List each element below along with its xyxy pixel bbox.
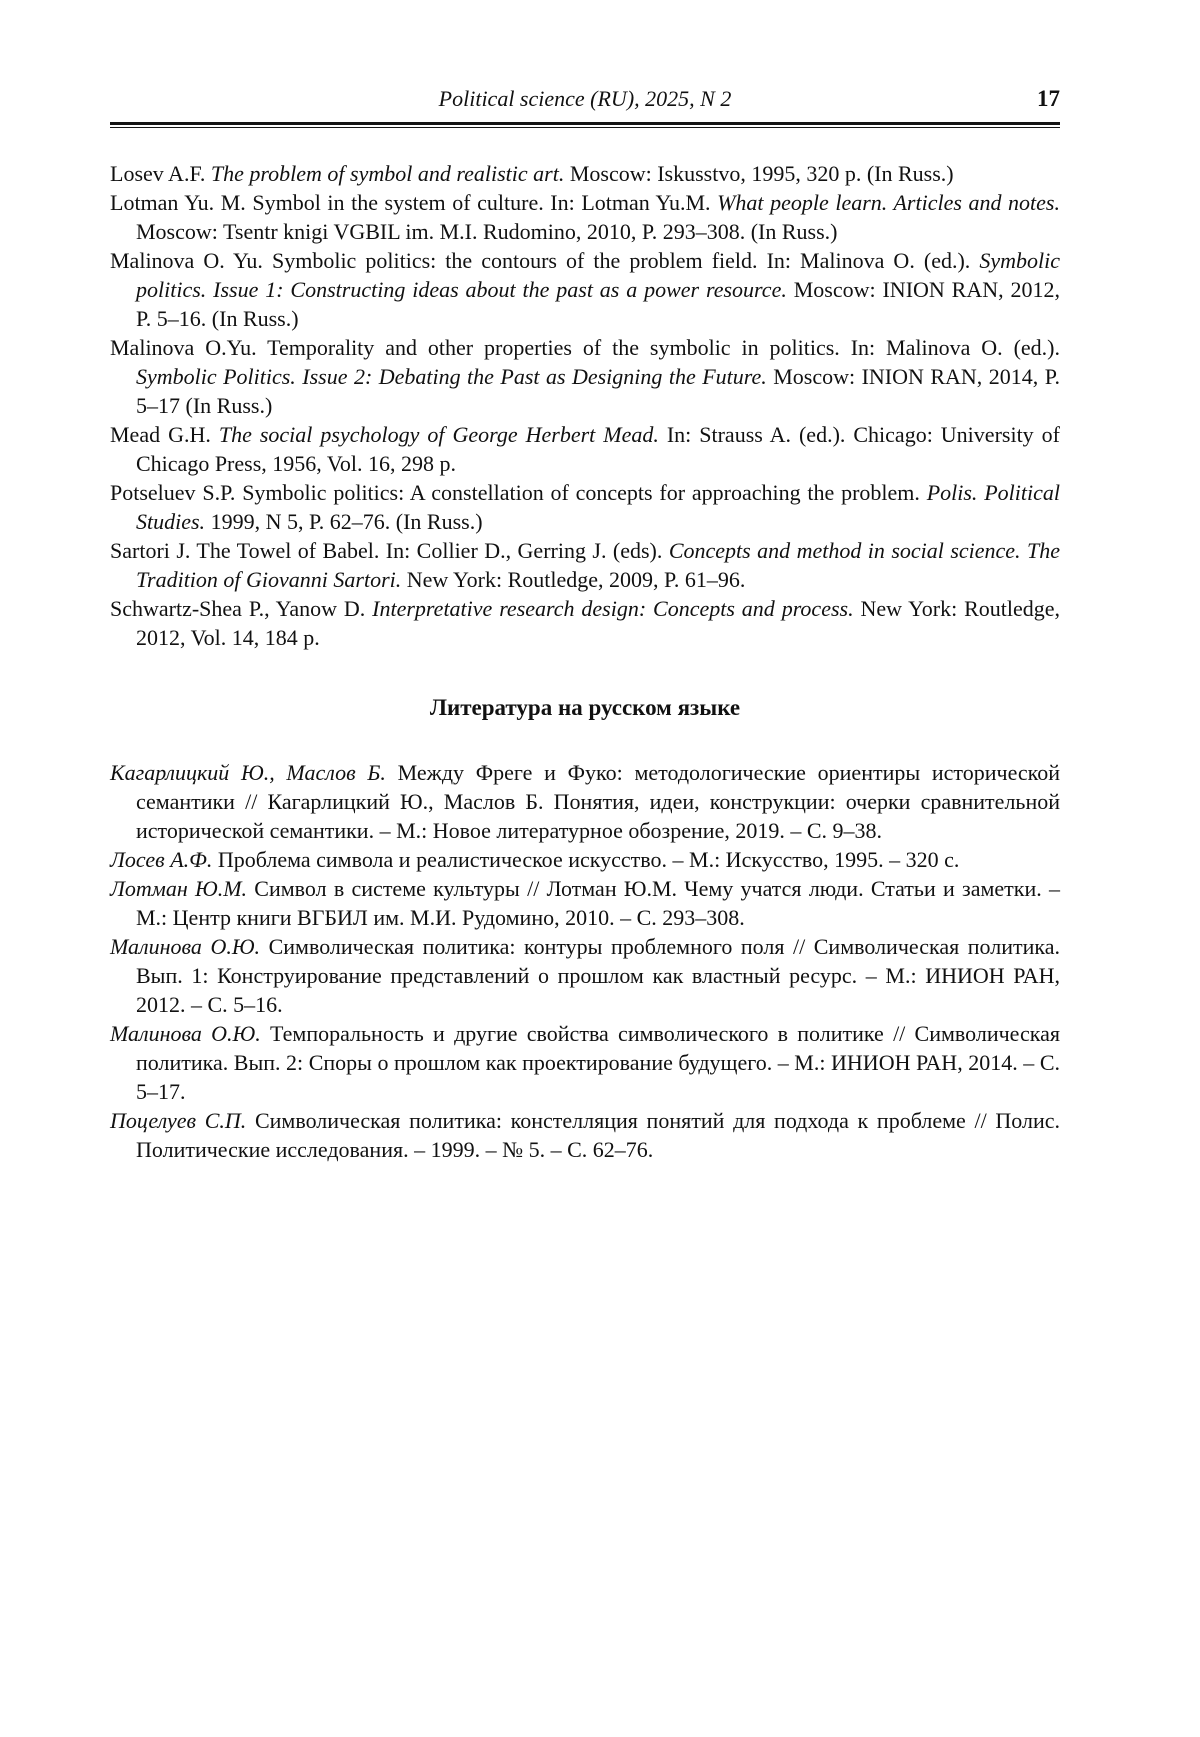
reference-segment-italic: Малинова О.Ю. bbox=[110, 1021, 261, 1046]
reference-segment: Символ в системе культуры // Лотман Ю.М. Чему учатся люди. Статьи и заметки. – М.: Центр книги ВГБИЛ им. М.И. Рудомино, 2010. – С. 293–308. bbox=[136, 876, 1061, 930]
reference-entry bbox=[110, 478, 1060, 536]
reference-entry bbox=[110, 1019, 1060, 1106]
reference-segment-italic: Лосев А.Ф. bbox=[110, 847, 213, 872]
header-double-rule bbox=[110, 122, 1060, 128]
reference-segment: Между Фреге и Фуко: методологические ориентиры исторической семантики // Кагарлицкий Ю., Маслов Б. Понятия, идеи, конструкции: очерки сравнительной исторической семантики. – М.: Новое литературное обозрение, 2019. – С. 9–38. bbox=[136, 760, 1061, 843]
reference-segment-italic: Symbolic politics. Issue 1: Constructing ideas about the past as a power resource. bbox=[136, 248, 1060, 302]
reference-segment-italic: Symbolic Politics. Issue 2: Debating the Past as Designing the Future. bbox=[136, 364, 767, 389]
reference-segment-italic: Малинова О.Ю. bbox=[110, 934, 261, 959]
reference-segment: Символическая политика: констелляция понятий для подхода к проблеме // Полис. Политические исследования. – 1999. – № 5. – С. 62–76. bbox=[136, 1108, 1060, 1162]
reference-segment-italic: Interpretative research design: Concepts and process. bbox=[372, 596, 854, 621]
reference-entry bbox=[110, 758, 1060, 845]
section-heading-russian-literature: Литература на русском языке bbox=[429, 695, 741, 720]
rule-thin-line bbox=[110, 127, 1060, 128]
reference-segment: Moscow: Tsentr knigi VGBIL im. M.I. Rudomino, 2010, P. 293–308. (In Russ.) bbox=[136, 219, 838, 244]
reference-segment: Malinova O. Yu. Symbolic politics: the contours of the problem field. In: Malinova O. (ed.). bbox=[110, 248, 980, 273]
reference-entry bbox=[110, 594, 1060, 652]
reference-entry bbox=[110, 159, 1060, 188]
reference-segment: Losev A.F. bbox=[110, 161, 211, 186]
reference-segment: Moscow: INION RAN, 2014, P. 5–17 (In Russ.) bbox=[136, 364, 1060, 418]
reference-segment-italic: The problem of symbol and realistic art. bbox=[210, 161, 565, 186]
journal-running-title: Political science (RU), 2025, N 2 bbox=[438, 86, 732, 111]
reference-segment: In: Strauss A. (ed.). Chicago: University of Chicago Press, 1956, Vol. 16, 298 p. bbox=[136, 422, 1060, 476]
reference-segment: Mead G.H. bbox=[110, 422, 219, 447]
reference-segment-italic: Поцелуев С.П. bbox=[110, 1108, 247, 1133]
reference-segment-italic: Polis. Political Studies. bbox=[136, 480, 1060, 534]
reference-segment-italic: Кагарлицкий Ю., Маслов Б. bbox=[110, 760, 386, 785]
reference-segment: Sartori J. The Towel of Babel. In: Collier D., Gerring J. (eds). bbox=[110, 538, 669, 563]
reference-segment: Schwartz-Shea P., Yanow D. bbox=[110, 596, 373, 621]
reference-entry bbox=[110, 246, 1060, 333]
reference-entry bbox=[110, 188, 1060, 246]
reference-entry bbox=[110, 420, 1060, 478]
reference-entry bbox=[110, 333, 1060, 420]
reference-segment: New York: Routledge, 2009, P. 61–96. bbox=[401, 567, 746, 592]
references-english bbox=[110, 159, 1060, 652]
reference-segment: Символическая политика: контуры проблемного поля // Символическая политика. Вып. 1: Конструирование представлений о прошлом как властный ресурс. – М.: ИНИОН РАН, 2012. – С. 5–16. bbox=[136, 934, 1060, 1017]
reference-segment: Проблема символа и реалистическое искусство. – М.: Искусство, 1995. – 320 с. bbox=[212, 847, 960, 872]
reference-segment: Lotman Yu. M. Symbol in the system of culture. In: Lotman Yu.M. bbox=[110, 190, 718, 215]
reference-entry bbox=[110, 1106, 1060, 1164]
reference-segment: Potseluev S.P. Symbolic politics: A constellation of concepts for approaching the problem. bbox=[110, 480, 927, 505]
reference-segment-italic: The social psychology of George Herbert Mead. bbox=[218, 422, 659, 447]
reference-segment: Malinova O.Yu. Temporality and other properties of the symbolic in politics. In: Malinova O. (ed.). bbox=[110, 335, 1060, 360]
reference-segment: 1999, N 5, P. 62–76. (In Russ.) bbox=[205, 509, 483, 534]
running-header bbox=[110, 0, 1060, 118]
reference-entry bbox=[110, 536, 1060, 594]
reference-entry bbox=[110, 845, 1060, 874]
reference-entry bbox=[110, 874, 1060, 932]
reference-segment: Темпоральность и другие свойства символического в политике // Символическая политика. Вып. 2: Споры о прошлом как проектирование будущего. – М.: ИНИОН РАН, 2014. – С. 5–17. bbox=[136, 1021, 1060, 1104]
page-content bbox=[110, 0, 1060, 1164]
reference-segment-italic: Лотман Ю.М. bbox=[110, 876, 248, 901]
reference-segment-italic: What people learn. Articles and notes. bbox=[717, 190, 1060, 215]
reference-segment: Moscow: Iskusstvo, 1995, 320 p. (In Russ.) bbox=[564, 161, 954, 186]
page-number: 17 bbox=[1037, 86, 1060, 111]
reference-segment: New York: Routledge, 2012, Vol. 14, 184 p. bbox=[136, 596, 1061, 650]
reference-segment-italic: Concepts and method in social science. The Tradition of Giovanni Sartori. bbox=[136, 538, 1060, 592]
references-russian bbox=[110, 758, 1060, 1164]
reference-segment: Moscow: INION RAN, 2012, P. 5–16. (In Russ.) bbox=[136, 277, 1060, 331]
reference-entry bbox=[110, 932, 1060, 1019]
